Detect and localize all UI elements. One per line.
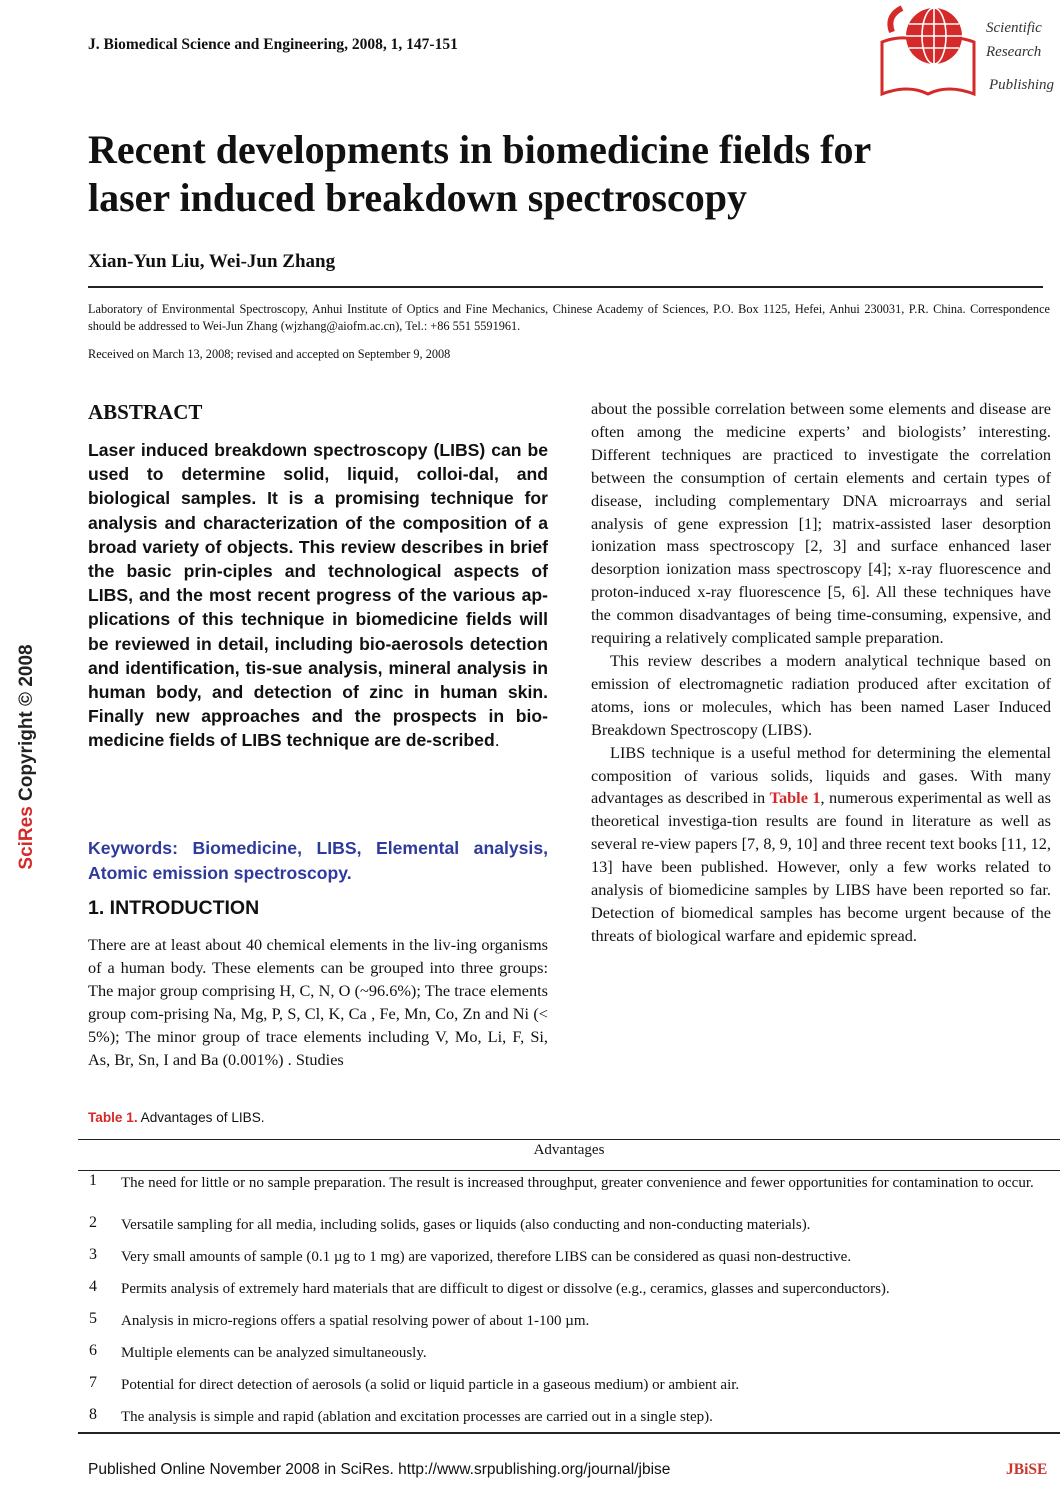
abstract-period: .	[494, 730, 500, 751]
authors: Xian-Yun Liu, Wei-Jun Zhang	[88, 251, 336, 272]
title-line-2: laser induced breakdown spectroscopy	[88, 175, 747, 220]
publisher-logo	[878, 2, 1061, 98]
footer-journal-abbrev: JBiSE	[1006, 1461, 1048, 1478]
table-caption	[88, 1110, 265, 1125]
paper-title	[88, 126, 1018, 222]
logo-text-publishing: Publishing	[989, 77, 1055, 93]
right-paragraph-2: This review describes a modern analytical technique based on emission of electromagnetic radiation produced after excitation of atoms, ions or molecules, which has been named Laser Induced Breakdown Spectroscopy (LIBS).	[591, 650, 1051, 739]
row-text: Multiple elements can be analyzed simultaneously.	[121, 1345, 427, 1361]
row-number: 8	[89, 1406, 97, 1423]
row-text: Very small amounts of sample (0.1 µg to 1 mg) are vaporized, therefore LIBS can be considered as quasi non-destructive.	[121, 1249, 852, 1265]
title-line-1: Recent developments in biomedicine fields for	[88, 127, 872, 172]
keywords-label: Keywords	[88, 838, 173, 858]
table-header-label: Advantages	[533, 1142, 605, 1158]
logo-text-scientific: Scientific	[986, 20, 1042, 36]
row-text: The analysis is simple and rapid (ablation and excitation processes are carried out in a single step).	[121, 1409, 713, 1425]
table-1-link[interactable]: Table 1	[769, 788, 821, 808]
row-text: Versatile sampling for all media, including solids, gases or liquids (also conducting and non-conducting materials).	[121, 1217, 811, 1233]
row-text: Potential for direct detection of aerosols (a solid or liquid particle in a gaseous medium) or ambient air.	[121, 1377, 740, 1393]
side-copyright	[12, 632, 42, 882]
intro-paragraph: There are at least about 40 chemical elements in the liv-ing organisms of a human body. These elements can be grouped into three groups: The major group comprising H, C, N, O (~96.6%); The trace elements group com-prising Na, Mg, P, S, Cl, K, Ca , Fe, Mn, Co, Zn and Ni (< 5%); The minor group of trace elements including V, Mo, Li, F, Si, As, Br, Sn, I and Ba (0.001%) . Studies	[88, 935, 548, 1069]
abstract-body: Laser induced breakdown spectroscopy (LIBS) can be used to determine solid, liquid, colloi-dal, and biological samples. It is a promising technique for analysis and characterization of the composition of a broad variety of objects. This review describes in brief the basic prin-ciples and technological aspects of LIBS, and the most recent progress of the various ap-plications of this technique in biomedicine fields will be reviewed in detail, including bio-aerosols detection and identification, tis-sue analysis, mineral analysis in human body, and detection of zinc in human skin. Finally new approaches and the prospects in bio-medicine fields of LIBS technique are de-scribed	[88, 440, 548, 751]
table-caption-text: Advantages of LIBS.	[137, 1110, 265, 1125]
row-text: The need for little or no sample preparation. The result is increased throughput, greater convenience and fewer opportunities for contamination to occur.	[121, 1175, 1034, 1191]
row-number: 1	[89, 1172, 97, 1189]
keywords	[88, 836, 548, 886]
para3-start: LIBS technique is a useful method for determining the elemental composition of various solids, liquids and gases. With many advantages as described in	[591, 742, 1051, 808]
header-divider	[88, 286, 1043, 288]
table-header	[78, 1139, 1060, 1171]
keywords-text: : Biomedicine, LIBS, Elemental analysis, Atomic emission spectroscopy.	[88, 838, 548, 883]
abstract-text	[88, 438, 548, 753]
abstract-heading: ABSTRACT	[88, 400, 203, 424]
journal-reference: J. Biomedical Science and Engineering, 2008, 1, 147-151	[88, 36, 458, 53]
globe-book-logo-icon	[878, 2, 978, 98]
received-dates: Received on March 13, 2008; revised and accepted on September 9, 2008	[88, 347, 451, 361]
side-copyright-text: Copyright © 2008	[16, 644, 37, 807]
footer-publication-info: Published Online November 2008 in SciRes. http://www.srpublishing.org/journal/jbise	[88, 1461, 671, 1478]
row-number: 2	[89, 1214, 97, 1231]
row-number: 4	[89, 1278, 97, 1295]
section-heading-introduction: 1. INTRODUCTION	[88, 897, 260, 919]
right-paragraph-1: about the possible correlation between some elements and disease are often among the medicine experts’ and biologists’ interesting. Different techniques are practiced to investigate the correlation between the consumption of certain elements and certain types of disease, including complementary DNA microarrays and serial analysis of gene expression [1]; matrix-assisted laser desorption ionization mass spectroscopy [2, 3] and surface enhanced laser desorption ionization mass spectroscopy [4]; x-ray fluorescence and proton-induced x-ray fluorescence [5, 6]. All these techniques have the common disadvantages of being time-consuming, expensive, and requiring a relatively complicated sample preparation.	[591, 399, 1051, 648]
row-number: 3	[89, 1246, 97, 1263]
affiliation: Laboratory of Environmental Spectroscopy, Anhui Institute of Optics and Fine Mechanics, Chinese Academy of Sciences, P.O. Box 1125, Hefei, Anhui 230031, P.R. China. Correspondence should be addressed to Wei-Jun Zhang (wjzhang@aiofm.ac.cn), Tel.: +86 551 5591961.	[88, 302, 1050, 333]
para3-end: , numerous experimental as well as theoretical investiga-tion results are found in literature as well as several re-view papers [7, 8, 9, 10] and three recent text books [11, 12, 13] have been published. However, only a few works related to analysis of biomedicine samples by LIBS have been reported so far. Detection of biomedical samples has become urgent because of the threats of biological warfare and epidemic spread.	[591, 788, 1051, 945]
right-column	[591, 398, 1051, 948]
right-paragraph-3	[591, 742, 1051, 948]
row-number: 5	[89, 1310, 97, 1327]
row-text: Analysis in micro-regions offers a spatial resolving power of about 1-100 µm.	[121, 1313, 590, 1329]
row-number: 6	[89, 1342, 97, 1359]
table-bottom-rule	[78, 1432, 1060, 1434]
logo-text-research: Research	[986, 44, 1042, 60]
table-caption-label: Table 1.	[88, 1110, 138, 1125]
row-number: 7	[89, 1374, 97, 1391]
row-text: Permits analysis of extremely hard materials that are difficult to digest or dissolve (e.g., ceramics, glasses and superconductors).	[121, 1281, 890, 1297]
side-brand: SciRes	[16, 806, 37, 870]
